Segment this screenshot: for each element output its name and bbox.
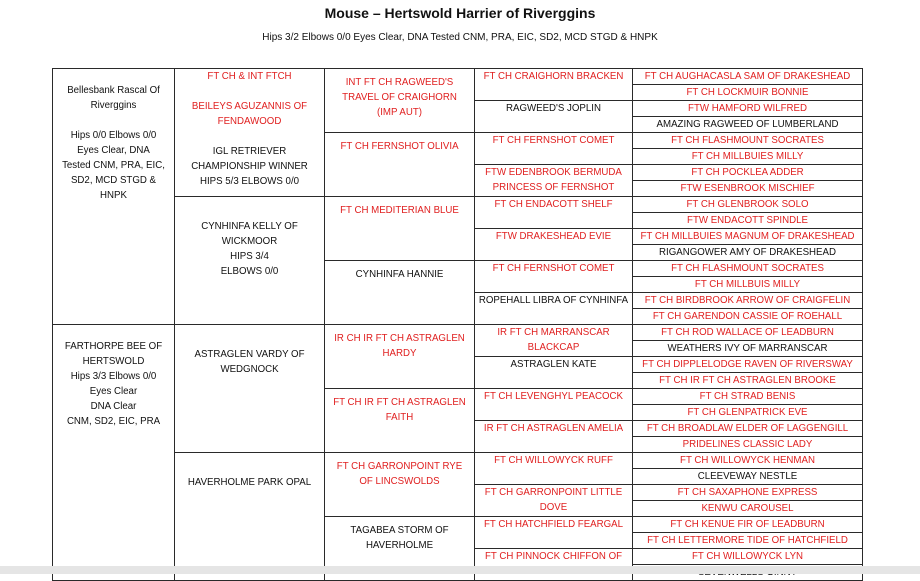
gg-great-grandparent-cell (633, 133, 863, 149)
sire-cell (53, 69, 175, 325)
pedigree-line: HIPS 3/4 (230, 251, 269, 262)
pedigree-line: RAGWEED'S JOPLIN (506, 103, 601, 114)
gg-great-grandparent-cell (633, 453, 863, 469)
pedigree-line: FT CH MEDITERIAN BLUE (340, 205, 459, 216)
grandparent-cell (175, 69, 325, 197)
pedigree-line: FT CH WILLOWYCK RUFF (494, 455, 613, 466)
pedigree-line: Eyes Clear, DNA (77, 145, 150, 156)
pedigree-line: FT CH LEVENGHYL PEACOCK (484, 391, 623, 402)
g-great-grandparent-cell (475, 325, 633, 357)
pedigree-line: DOVE (539, 502, 568, 513)
great-grandparent-cell (325, 261, 475, 325)
gg-great-grandparent-cell (633, 277, 863, 293)
g-great-grandparent-cell (475, 485, 633, 517)
pedigree-line: FT CH FERNSHOT OLIVIA (340, 141, 459, 152)
pedigree-row (53, 69, 863, 85)
pedigree-line: FTW DRAKESHEAD EVIE (495, 231, 612, 242)
g-great-grandparent-cell (475, 229, 633, 261)
pedigree-line: FT CH & INT FTCH (207, 71, 292, 82)
pedigree-line: FT CH POCKLEA ADDER (691, 167, 804, 178)
gg-great-grandparent-cell (633, 485, 863, 501)
pedigree-row (53, 453, 863, 469)
gg-great-grandparent-cell (633, 469, 863, 485)
pedigree-line: FT CH IR FT CH ASTRAGLEN (333, 397, 466, 408)
pedigree-line: WEDGNOCK (220, 364, 279, 375)
pedigree-line: CYNHINFA KELLY OF (201, 221, 298, 232)
gg-great-grandparent-cell (633, 101, 863, 117)
gg-great-grandparent-cell (633, 117, 863, 133)
page-title: Mouse – Hertswold Harrier of Riverggins (324, 5, 596, 21)
pedigree-line: FT CH DIPPLELODGE RAVEN OF RIVERSWAY (642, 359, 853, 370)
gg-great-grandparent-cell (633, 517, 863, 533)
pedigree-line: FARTHORPE BEE OF (64, 341, 163, 352)
pedigree-line: FT CH GARRONPOINT RYE (336, 461, 463, 472)
pedigree-line: IR CH IR FT CH ASTRAGLEN (334, 333, 465, 344)
pedigree-line: ROPEHALL LIBRA OF CYNHINFA (478, 295, 629, 306)
pedigree-line: FT CH STRAD BENIS (699, 391, 796, 402)
pedigree-line: FT CH FERNSHOT COMET (492, 135, 615, 146)
great-grandparent-cell (325, 453, 475, 517)
pedigree-line: AMAZING RAGWEED OF LUMBERLAND (656, 119, 839, 130)
pedigree-line: FT CH IR FT CH ASTRAGLEN BROOKE (659, 375, 836, 386)
pedigree-line: DNA Clear (90, 401, 137, 412)
pedigree-line: IGL RETRIEVER (212, 146, 287, 157)
gg-great-grandparent-cell (633, 261, 863, 277)
pedigree-line: FT CH LOCKMUIR BONNIE (686, 87, 809, 98)
pedigree-line: Tested CNM, PRA, EIC, (62, 160, 165, 171)
pedigree-line: HIPS 5/3 ELBOWS 0/0 (199, 176, 300, 187)
pedigree-line: Eyes Clear (89, 386, 138, 397)
pedigree-line (177, 129, 322, 144)
gg-great-grandparent-cell (633, 181, 863, 197)
pedigree-line: FT CH FERNSHOT COMET (492, 263, 615, 274)
pedigree-line: FT CH ROD WALLACE OF LEADBURN (661, 327, 834, 338)
pedigree-line: FT CH SAXAPHONE EXPRESS (677, 487, 818, 498)
g-great-grandparent-cell (475, 165, 633, 197)
pedigree-table (52, 68, 863, 581)
pedigree-line: FT CH ENDACOTT SHELF (494, 199, 613, 210)
pedigree-line: FTW ESENBROOK MISCHIEF (680, 183, 815, 194)
great-grandparent-cell (325, 389, 475, 453)
gg-great-grandparent-cell (633, 69, 863, 85)
pedigree-line: TAGABEA STORM OF (350, 525, 449, 536)
gg-great-grandparent-cell (633, 85, 863, 101)
pedigree-line: FTW ENDACOTT SPINDLE (687, 215, 808, 226)
gg-great-grandparent-cell (633, 325, 863, 341)
pedigree-line: CYNHINFA HANNIE (355, 269, 444, 280)
pedigree-line: SD2, MCD STGD & (70, 175, 157, 186)
pedigree-line: PRINCESS OF FERNSHOT (492, 182, 615, 193)
pedigree-line: WICKMOOR (221, 236, 278, 247)
gg-great-grandparent-cell (633, 533, 863, 549)
pedigree-line: FT CH KENUE FIR OF LEADBURN (670, 519, 825, 530)
gg-great-grandparent-cell (633, 341, 863, 357)
pedigree-line: CNM, SD2, EIC, PRA (66, 416, 161, 427)
pedigree-line: HARDY (382, 348, 417, 359)
pedigree-line: BLACKCAP (527, 342, 580, 353)
pedigree-line: FAITH (385, 412, 414, 423)
pedigree-line: WEATHERS IVY OF MARRANSCAR (667, 343, 828, 354)
pedigree-line: FT CH HATCHFIELD FEARGAL (483, 519, 624, 530)
pedigree-line: BEILEYS AGUZANNIS OF (191, 101, 308, 112)
gg-great-grandparent-cell (633, 213, 863, 229)
pedigree-line: FT CH GLENBROOK SOLO (686, 199, 809, 210)
gg-great-grandparent-cell (633, 245, 863, 261)
pedigree-line: RIGANGOWER AMY OF DRAKESHEAD (659, 247, 836, 258)
grandparent-cell (175, 197, 325, 325)
pedigree-line: FT CH GARENDON CASSIE OF ROEHALL (652, 311, 843, 322)
g-great-grandparent-cell (475, 389, 633, 421)
gg-great-grandparent-cell (633, 197, 863, 213)
g-great-grandparent-cell (475, 101, 633, 133)
g-great-grandparent-cell (475, 421, 633, 453)
pedigree-line: CHAMPIONSHIP WINNER (191, 161, 308, 172)
g-great-grandparent-cell (475, 197, 633, 229)
pedigree-line: FT CH MILLBUIES MILLY (691, 151, 804, 162)
g-great-grandparent-cell (475, 453, 633, 485)
pedigree-line: FT CH GARRONPOINT LITTLE (484, 487, 623, 498)
pedigree-line: FT CH AUGHACASLA SAM OF DRAKESHEAD (644, 71, 851, 82)
pedigree-line: Hips 0/0 Elbows 0/0 (70, 130, 157, 141)
pedigree-line: HAVERHOLME (365, 540, 434, 551)
gg-great-grandparent-cell (633, 437, 863, 453)
window-bottom-edge (0, 566, 920, 574)
pedigree-line: PRIDELINES CLASSIC LADY (682, 439, 813, 450)
pedigree-line: HAVERHOLME PARK OPAL (187, 477, 312, 488)
pedigree-line (177, 84, 322, 99)
pedigree-line: FT CH WILLOWYCK LYN (691, 551, 804, 562)
gg-great-grandparent-cell (633, 405, 863, 421)
pedigree-line: KENWU CAROUSEL (701, 503, 794, 514)
pedigree-line: FT CH BIRDBROOK ARROW OF CRAIGFELIN (644, 295, 851, 306)
pedigree-line: Hips 3/3 Elbows 0/0 (70, 371, 157, 382)
g-great-grandparent-cell (475, 549, 633, 581)
pedigree-line: FENDAWOOD (217, 116, 282, 127)
pedigree-line: INT FT CH RAGWEED'S (345, 77, 454, 88)
pedigree-line: FT CH FLASHMOUNT SOCRATES (671, 135, 824, 146)
gg-great-grandparent-cell (633, 357, 863, 373)
great-grandparent-cell (325, 133, 475, 197)
gg-great-grandparent-cell (633, 421, 863, 437)
g-great-grandparent-cell (475, 293, 633, 325)
pedigree-line: FTW EDENBROOK BERMUDA (485, 167, 622, 178)
pedigree-line: IR FT CH ASTRAGLEN AMELIA (483, 423, 624, 434)
g-great-grandparent-cell (475, 133, 633, 165)
g-great-grandparent-cell (475, 517, 633, 549)
pedigree-line (55, 113, 172, 128)
pedigree-line: FT CH WILLOWYCK HENMAN (680, 455, 815, 466)
pedigree-line: FT CH MILLBUIES MAGNUM OF DRAKESHEAD (640, 231, 855, 242)
pedigree-line: ASTRAGLEN VARDY OF (194, 349, 305, 360)
pedigree-row (53, 197, 863, 213)
gg-great-grandparent-cell (633, 229, 863, 245)
pedigree-line: (IMP AUT) (376, 107, 423, 118)
pedigree-line: HERTSWOLD (82, 356, 145, 367)
pedigree-line: Riverggins (90, 100, 137, 111)
gg-great-grandparent-cell (633, 165, 863, 181)
grandparent-cell (175, 453, 325, 581)
pedigree-line: ELBOWS 0/0 (220, 266, 279, 277)
pedigree-line: ASTRAGLEN KATE (510, 359, 597, 370)
pedigree-line: IR FT CH MARRANSCAR (497, 327, 610, 338)
pedigree-line: FT CH LETTERMORE TIDE OF HATCHFIELD (647, 535, 848, 546)
gg-great-grandparent-cell (633, 293, 863, 309)
pedigree-line: FT CH MILLBUIS MILLY (694, 279, 801, 290)
pedigree-line: CLEEVEWAY NESTLE (697, 471, 798, 482)
dam-cell (53, 325, 175, 581)
pedigree-line: HNPK (100, 190, 127, 201)
great-grandparent-cell (325, 69, 475, 133)
gg-great-grandparent-cell (633, 501, 863, 517)
pedigree-line: FT CH FLASHMOUNT SOCRATES (671, 263, 824, 274)
gg-great-grandparent-cell (633, 389, 863, 405)
pedigree-line: TRAVEL OF CRAIGHORN (342, 92, 457, 103)
great-grandparent-cell (325, 325, 475, 389)
g-great-grandparent-cell (475, 357, 633, 389)
great-grandparent-cell (325, 197, 475, 261)
pedigree-line: OF LINCSWOLDS (359, 476, 440, 487)
gg-great-grandparent-cell (633, 149, 863, 165)
pedigree-line: Bellesbank Rascal Of (67, 85, 160, 96)
gg-great-grandparent-cell (633, 549, 863, 565)
pedigree-row (53, 325, 863, 341)
gg-great-grandparent-cell (633, 309, 863, 325)
pedigree-line: FT CH PINNOCK CHIFFON OF (484, 551, 623, 562)
pedigree-line: FT CH BROADLAW ELDER OF LAGGENGILL (646, 423, 849, 434)
health-summary: Hips 3/2 Elbows 0/0 Eyes Clear, DNA Tested CNM, PRA, EIC, SD2, MCD STGD & HNPK (262, 32, 658, 43)
g-great-grandparent-cell (475, 261, 633, 293)
gg-great-grandparent-cell (633, 373, 863, 389)
grandparent-cell (175, 325, 325, 453)
pedigree-line: FTW HAMFORD WILFRED (688, 103, 807, 114)
g-great-grandparent-cell (475, 69, 633, 101)
pedigree-line: FT CH GLENPATRICK EVE (687, 407, 808, 418)
pedigree-line: FT CH CRAIGHORN BRACKEN (483, 71, 624, 82)
